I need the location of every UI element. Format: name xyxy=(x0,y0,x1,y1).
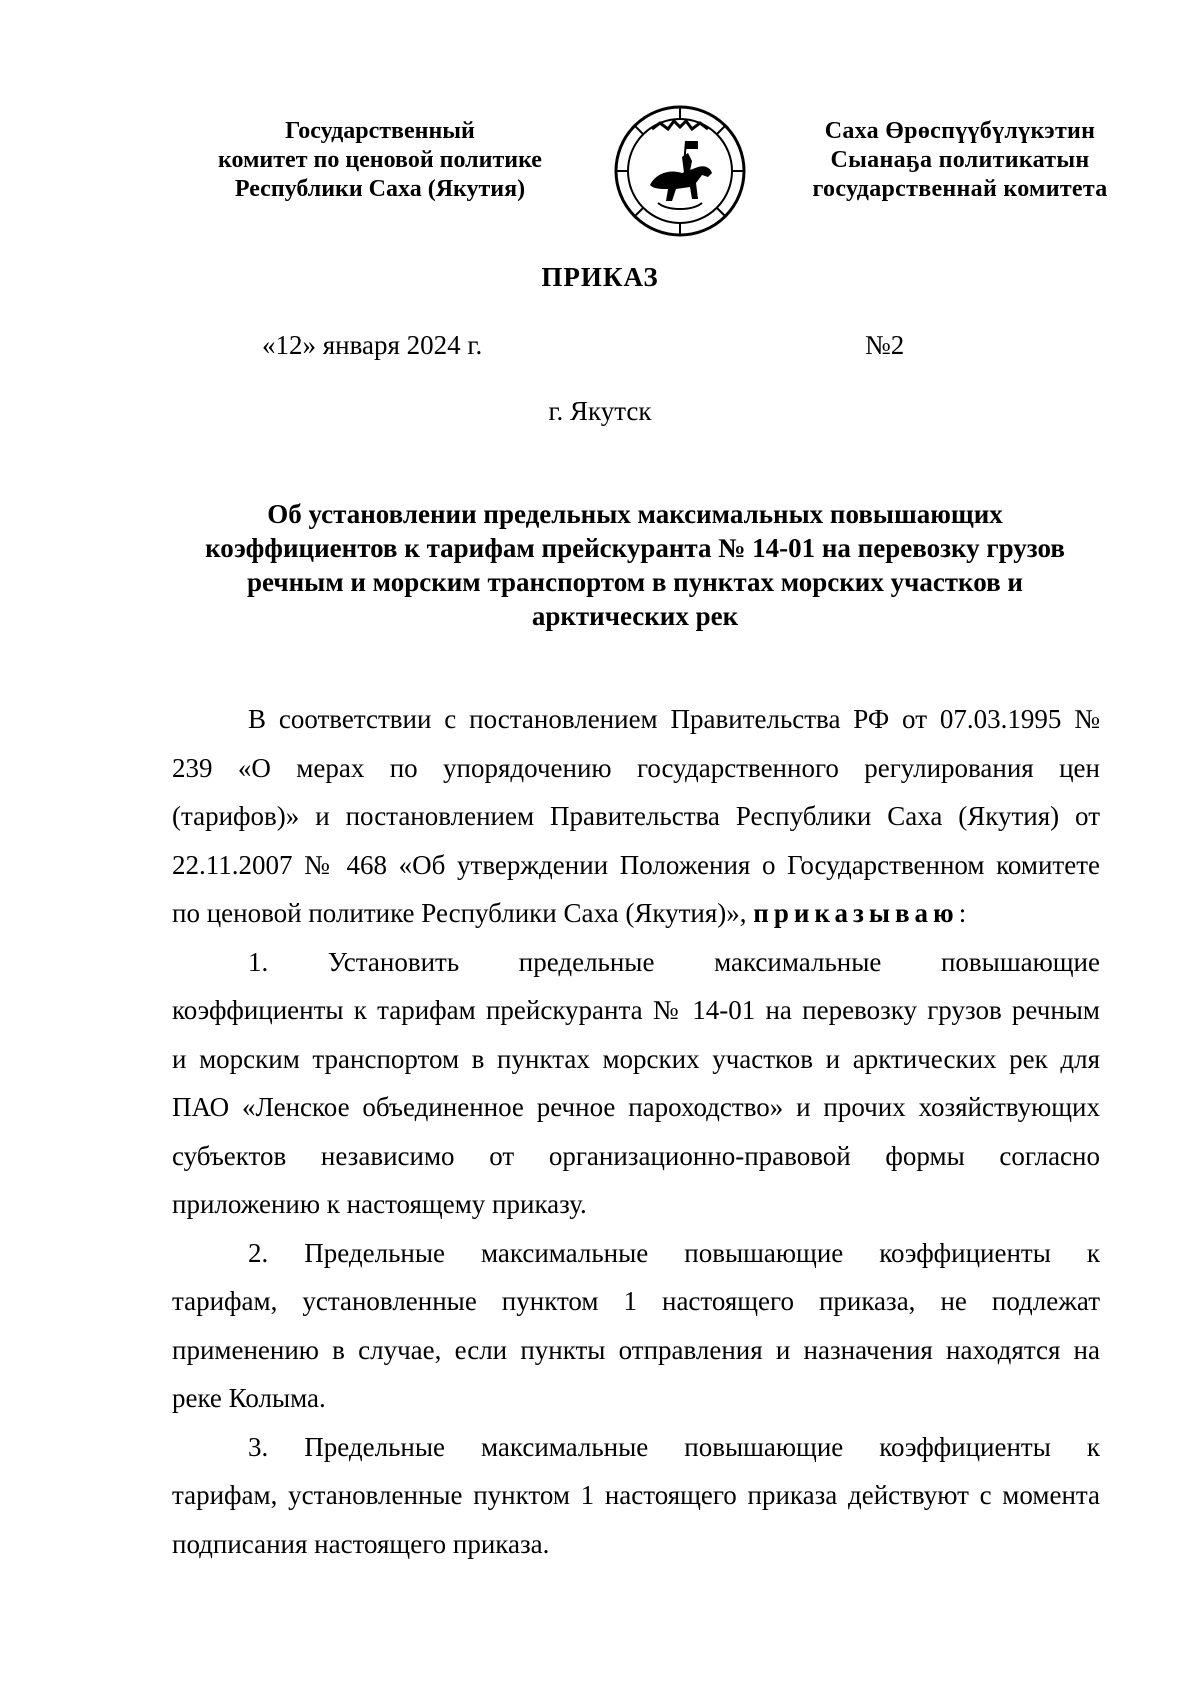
preamble-line: 22.11.2007 № 468 «Об утверждении Положения о Государственном комитете xyxy=(172,849,1100,880)
header-left-line: Государственный xyxy=(285,118,475,144)
subject-line: коэффициентов к тарифам прейскуранта № 14-01 на перевозку грузов xyxy=(205,533,1065,563)
preamble-line: 239 «О мерах по упорядочению государственного регулирования цен xyxy=(172,752,1100,783)
preamble-text: по ценовой политике Республики Саха (Якутия)», xyxy=(172,898,754,928)
item-1-line: ПАО «Ленское объединенное речное пароходство» и прочих хозяйствующих xyxy=(172,1092,1100,1122)
item-3-line: тарифам, установленные пунктом 1 настоящего приказа действуют с момента xyxy=(172,1480,1100,1510)
item-2-line: 2. Предельные максимальные повышающие коэффициенты к xyxy=(248,1237,1100,1268)
order-date: «12» января 2024 г. xyxy=(262,330,483,360)
preamble-colon: : xyxy=(958,898,967,928)
order-subject xyxy=(170,497,1100,633)
subject-line: арктических рек xyxy=(531,601,739,631)
preamble-last-line xyxy=(172,889,1100,938)
order-number: №2 xyxy=(865,330,905,360)
subject-line: Об установлении предельных максимальных повышающих xyxy=(267,499,1003,529)
order-body xyxy=(172,695,1100,1568)
sakha-emblem-icon xyxy=(612,103,748,239)
header-right-line: государственнай комитета xyxy=(812,176,1108,202)
item-1-line: и морским транспортом в пунктах морских участков и арктических рек для xyxy=(172,1043,1100,1074)
order-city: г. Якутск xyxy=(548,396,652,426)
item-2-line: тарифам, установленные пунктом 1 настоящего приказа, не подлежат xyxy=(172,1286,1100,1316)
item-3-line: 3. Предельные максимальные повышающие коэффициенты к xyxy=(248,1431,1100,1462)
order-keyword: приказываю xyxy=(753,898,959,928)
preamble-line: (тарифов)» и постановлением Правительства Республики Саха (Якутия) от xyxy=(172,801,1100,831)
item-1-line: субъектов независимо от организационно-правовой формы согласно xyxy=(172,1140,1100,1171)
preamble-line: В соответствии с постановлением Правительства РФ от 07.03.1995 № xyxy=(248,704,1100,734)
header-right-line: Сыанаҕа политикатын xyxy=(830,147,1090,173)
item-1-line: коэффициенты к тарифам прейскуранта № 14-01 на перевозку грузов речным xyxy=(172,995,1100,1025)
order-title: ПРИКАЗ xyxy=(541,262,659,292)
header-right-sah xyxy=(780,117,1140,204)
header-left-line: Республики Саха (Якутия) xyxy=(234,176,526,202)
item-1-last-line: приложению к настоящему приказу. xyxy=(172,1189,587,1219)
header-left-line: комитет по ценовой политике xyxy=(218,147,542,173)
subject-line: речным и морским транспортом в пунктах морских участков и xyxy=(247,567,1023,597)
item-2-line: применению в случае, если пункты отправления и назначения находятся на xyxy=(172,1334,1100,1365)
item-3-last-line: подписания настоящего приказа. xyxy=(172,1528,550,1559)
header-right-line: Саха Өрөспүүбүлүкэтин xyxy=(824,118,1096,144)
header-left-ru xyxy=(190,117,570,204)
item-2-last-line: реке Колыма. xyxy=(172,1383,326,1413)
item-1-line: 1. Установить предельные максимальные повышающие xyxy=(248,946,1100,977)
